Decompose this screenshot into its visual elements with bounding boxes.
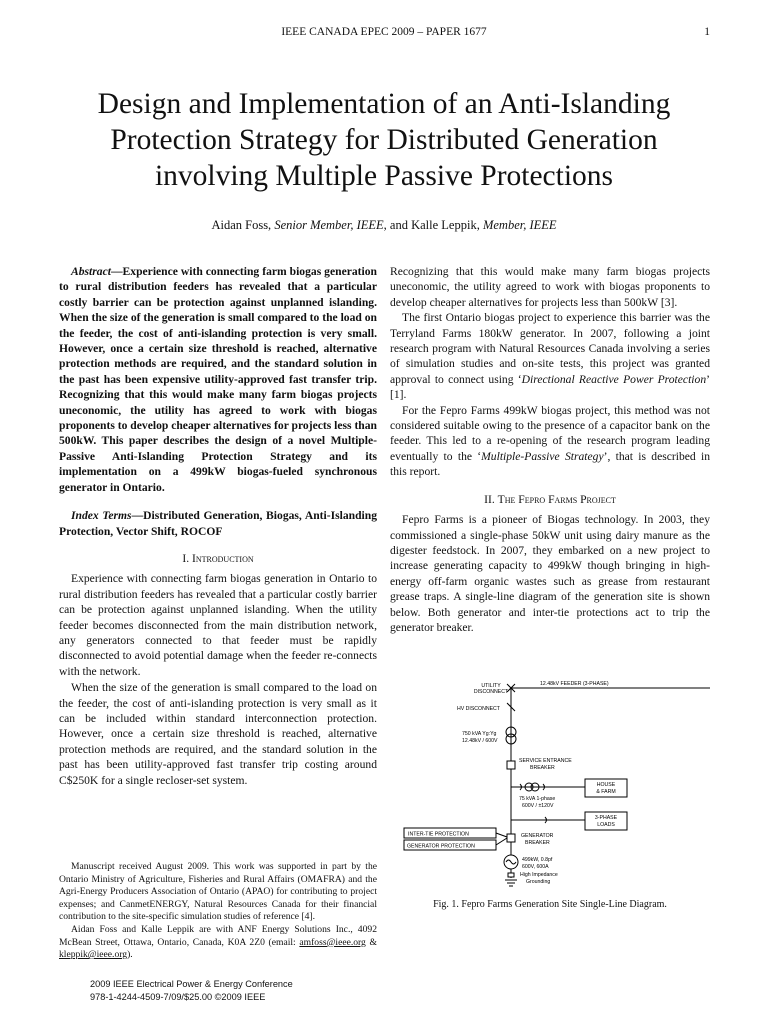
- abstract: [59, 264, 377, 495]
- abstract-dash: —: [110, 265, 123, 278]
- paragraph-text: For the Fepro Farms 499kW biogas project, this method was not considered suitable owing to the presence of a capacitor bank on the feeder. This led to a re-opening of the research program leading eventually to the ‘: [390, 403, 710, 463]
- grounding-label: High Impedance: [520, 872, 558, 878]
- generator-breaker-label: GENERATOR: [521, 833, 554, 839]
- emphasis: Multiple-Passive Strategy: [481, 449, 604, 463]
- house-farm-label: HOUSE: [596, 782, 616, 788]
- title-line: involving Multiple Passive Protections: [154, 160, 614, 192]
- author-role: Senior Member, IEEE: [274, 218, 384, 232]
- abstract-label: Abstract: [71, 265, 111, 278]
- generator-rating-label: 600V, 600A: [522, 864, 549, 870]
- utility-disconnect-label: UTILITY: [481, 683, 501, 689]
- paragraph-text: The first Ontario biogas project to experience this barrier was the Terryland Farms 180kW generator. In 2007, following a joint research program with Natural Resources Canada involving a series of simulation studies and on-site tests, this project was granted approval to connect using ‘: [390, 311, 710, 386]
- paragraph-text: ’, that is described in this report.: [390, 449, 710, 479]
- footnote-manuscript: Manuscript received August 2009. This work was supported in part by the Ontario Ministry of Agriculture, Fisheries and Rural Affairs (OMAFRA) and the Agri-Energy Producers Association of Ontario (APAO) for contributing to project expenses; and CanmetENERGY, Natural Resources Canada for their financial contribution to the site-specific simulation studies of reference [4].: [59, 861, 377, 923]
- index-terms-text: Distributed Generation, Biogas, Anti-Islanding Protection, Vector Shift, ROCOF: [59, 509, 377, 538]
- footnote-end: ).: [127, 949, 133, 961]
- footnote: [59, 861, 377, 962]
- feeder-label: 12.48kV FEEDER (3-PHASE): [540, 681, 609, 687]
- generator-breaker-icon: [507, 834, 515, 842]
- paragraph: [390, 310, 710, 402]
- single-phase-label: 75 kVA 1-phase: [519, 796, 556, 802]
- section-title: The Fepro Farms Project: [497, 492, 616, 506]
- author-role: Member, IEEE: [482, 218, 557, 232]
- abstract-text: Experience with connecting farm biogas generation to rural distribution feeders has revealed that a particular costly barrier can be protection against unplanned islanding. When the size of the generation is small compared to the load on the feeder, the cost of anti-islanding protection is very small. However, once a certain size threshold is reached, alternative protection methods are required, and the standard solution in the past has been expensive utility-approved fast transfer trip. Recognizing that this would make many farm biogas projects uneconomic, the utility has agreed to work with biogas proponents to develop cheaper alternatives for projects less than 500kW. This paper describes the design of a novel Multiple-Passive Anti-Islanding Protection Strategy and its implementation on a 499kW biogas-fueled synchronous generator in Ontario.: [59, 265, 377, 494]
- conference-name: 2009 IEEE Electrical Power & Energy Conference: [90, 979, 293, 989]
- section-number: I.: [182, 551, 193, 565]
- author-joiner: , and Kalle Leppik,: [383, 218, 483, 232]
- transformer-label: 750 kVA Yg:Yg: [462, 731, 497, 737]
- paper-title: [40, 86, 728, 194]
- service-breaker-label: SERVICE ENTRANCE: [519, 758, 572, 764]
- email-link[interactable]: amfoss@ieee.org: [299, 936, 366, 948]
- paragraph-text: ’ [1].: [390, 372, 710, 402]
- house-farm-label: & FARM: [596, 789, 616, 795]
- footnote-amp: &: [365, 936, 377, 948]
- conference-info: [90, 978, 293, 1004]
- single-line-diagram: [395, 680, 715, 890]
- paragraph: Experience with connecting farm biogas generation in Ontario to rural distribution feeders has revealed that a particular costly barrier can be protection against unplanned islanding. When the utility feeder becomes disconnected from the main distribution network, any generators connected to that feeder must be rapidly disconnected to avoid potential damage when the feeder re-connects with the network.: [59, 572, 377, 678]
- section-heading: [59, 551, 377, 566]
- three-phase-loads-label: 3-PHASE: [594, 815, 618, 821]
- three-phase-loads-label: LOADS: [597, 822, 615, 828]
- paragraph: Recognizing that this would make many farm biogas projects uneconomic, the utility agreed to work with biogas proponents to develop cheaper alternatives for projects less than 500kW [3].: [390, 265, 710, 309]
- emphasis: Directional Reactive Power Protection: [521, 372, 707, 386]
- section-title: Introduction: [192, 551, 254, 565]
- generator-breaker-label: BREAKER: [525, 840, 550, 846]
- paragraph: Fepro Farms is a pioneer of Biogas technology. In 2003, they commissioned a single-phase 50kW unit using dairy manure as the digester feedstock. In 2007, they embarked on a new project to increase generating capacity to 499kW though bringing in high-energy off-farm organic wastes such as grease from restaurant grease traps. A single-line diagram of the generation site is shown below. Both generator and inter-tie protections act to trip the generator breaker.: [390, 513, 710, 634]
- author-line: [0, 218, 768, 233]
- conference-isbn: 978-1-4244-4509-7/09/$25.00 ©2009 IEEE: [90, 992, 266, 1002]
- index-terms: [59, 508, 377, 539]
- hv-disconnect-label: HV DISCONNECT: [457, 706, 500, 712]
- generator-rating-label: 499kW, 0.8pf: [522, 857, 553, 863]
- author-name: Aidan Foss,: [211, 218, 275, 232]
- intertie-protection-label: INTER-TIE PROTECTION: [408, 831, 469, 838]
- utility-disconnect-label: DISCONNECT: [473, 689, 509, 695]
- transformer-label: 12.48kV / 600V: [462, 738, 498, 744]
- section-number: II.: [484, 492, 498, 506]
- title-line: Protection Strategy for Distributed Generation: [110, 124, 658, 156]
- title-line: Design and Implementation of an Anti-Islanding: [97, 88, 671, 120]
- footnote-affiliation-text: Aidan Foss and Kalle Leppik are with ANF Energy Solutions Inc., 4092 McBean Street, Ottawa, Ontario, Canada, K0A 2Z0 (email:: [59, 923, 377, 948]
- paragraph: When the size of the generation is small compared to the load on the feeder, the cost of anti-islanding protection is very small as it can be included within standard interconnection protection. However, once a certain size threshold is reached, alternative protection methods are required, and the standard solution in the past has been utility-approved fast transfer trip costing around C$250K for a single recloser-set system.: [59, 681, 377, 787]
- email-link[interactable]: kleppik@ieee.org: [59, 949, 128, 961]
- running-title: IEEE CANADA EPEC 2009 – PAPER 1677: [281, 26, 487, 38]
- right-column: [390, 264, 710, 635]
- service-breaker-icon: [507, 761, 515, 769]
- single-phase-label: 600V / ±120V: [522, 803, 554, 809]
- footnote-affiliation: [59, 924, 377, 962]
- paragraph: [390, 403, 710, 480]
- page-number: 1: [704, 26, 710, 38]
- grounding-label: Grounding: [526, 879, 551, 885]
- generator-protection-label: GENERATOR PROTECTION: [407, 843, 475, 850]
- service-breaker-label: BREAKER: [530, 765, 555, 771]
- grounding-resistor-icon: [508, 873, 514, 877]
- left-column: [59, 264, 377, 788]
- section-heading: [390, 492, 710, 507]
- index-terms-label: Index Terms: [71, 509, 132, 523]
- figure-caption: Fig. 1. Fepro Farms Generation Site Single-Line Diagram.: [433, 899, 667, 910]
- index-terms-dash: —: [131, 509, 144, 523]
